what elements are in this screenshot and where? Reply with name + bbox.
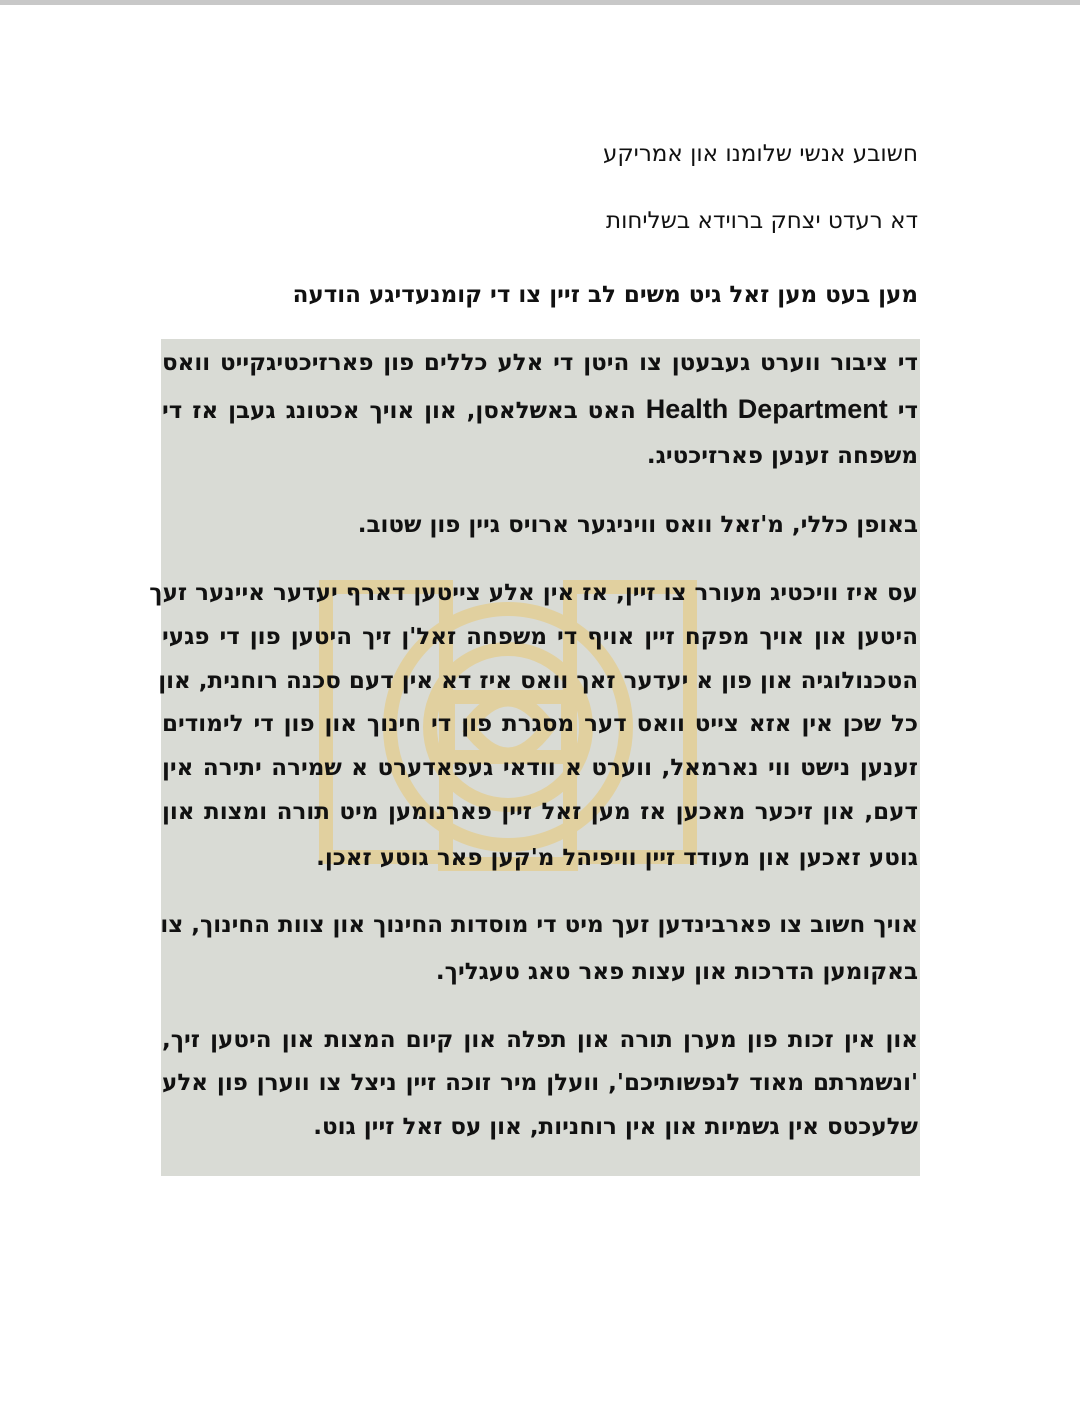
health-department-text: Health Department: [645, 394, 888, 424]
paragraph-1-line-2-start: די: [897, 398, 918, 424]
paragraph-2-line-1: באופן כללי, מ'זאל וואס וויניגער ארויס גיין פון שטוב.: [357, 512, 918, 538]
top-border: [0, 0, 1080, 5]
headline: מען בעט מען זאל גיט משים לב זיין צו די קומנעדיגע הודעה: [292, 282, 918, 308]
paragraph-1-line-1: די ציבור ווערט געבעטן צו היטן די אלע כללים פון פארזיכטיגקייט וואס: [162, 350, 918, 376]
paragraph-3-line-3: הטכנולוגיה און פון א יעדער זאך וואס איז דא אין דעם סכנה רוחנית, און: [158, 668, 918, 694]
paragraph-5-line-2: 'ונשמרתם מאוד לנפשותיכם', וועלן מיר זוכה זיין ניצל צו ווערן פון אלע: [162, 1070, 918, 1096]
paragraph-4-line-1: אויך חשוב צו פארבינדען זעך מיט די מוסדות החינוך און צוות החינוך, צו: [160, 912, 918, 938]
paragraph-1-line-3: משפחה זענען פארזיכטיג.: [646, 443, 918, 469]
paragraph-3-line-5: זענען נישט ווי נארמאל, ווערט א וודאי געפאדערט א שמירה יתירה אין: [162, 755, 918, 781]
header-line-2: דא רעדט יצחק ברוידא בשליחות: [606, 208, 918, 234]
paragraph-5-line-1: און אין זכות פון מערן תורה און תפלה און קיום המצות און היטען זיך,: [162, 1027, 918, 1053]
header-line-1: חשובע אנשי שלומנו און אמריקע: [602, 141, 918, 167]
paragraph-1-line-2-end: האט באשלאסן, און אויך אכטונג געבן אז די: [162, 398, 636, 424]
paragraph-3-line-2: היטען און אויך מפקח זיין אויף די משפחה זאל'ן זיך היטען פון די פגעי: [162, 624, 918, 650]
paragraph-1-line-2: [162, 396, 918, 423]
paragraph-3-line-1: עס איז וויכטיג מעורר צו זיין, אז אין אלע צייטען דארף יעדער איינער זעך: [149, 580, 918, 606]
paragraph-3-line-4: כל שכן אין אזא צייט וואס דער מסגרת פון די חינוך און פון די לימודים: [162, 711, 918, 737]
paragraph-3-line-7: גוטע זאכען און מעודד זיין וויפיהל מ'קען פאר גוטע זאכן.: [316, 845, 918, 871]
paragraph-4-line-2: באקומען הדרכות און עצות פאר טאג טעגליך.: [435, 959, 918, 985]
paragraph-3-line-6: דעם, און זיכער מאכען אז מען זאל זיין פארנומען מיט תורה ומצות און: [162, 799, 918, 825]
paragraph-5-line-3: שלעכטס אין גשמיות און אין רוחניות, און עס זאל זיין גוט.: [313, 1114, 918, 1140]
